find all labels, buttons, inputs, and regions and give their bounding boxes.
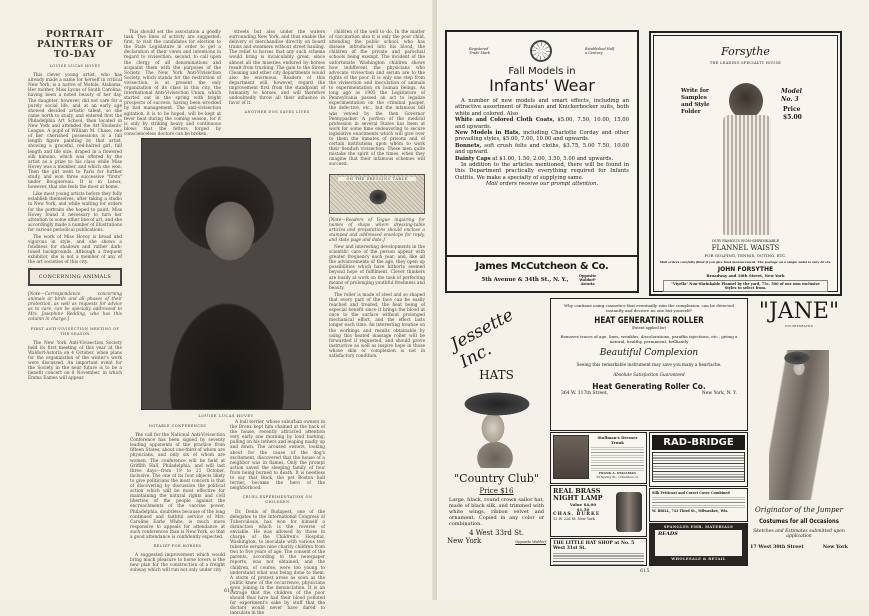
sketches-label: Sketches and Estimates submitted upon application — [750, 529, 848, 539]
notable-conferences-section — [130, 420, 225, 576]
trunk-illustration — [553, 435, 589, 479]
rad-bridge-text — [652, 452, 745, 482]
article-column-3 — [229, 30, 325, 120]
trunk-text — [591, 445, 644, 471]
ad-intro: A number of new models and smart effects, including an attractive assortment of Russian and Knickerbocker suits, both white and colored. Also — [455, 98, 629, 117]
beautiful-complexion: Beautiful Complexion — [557, 348, 741, 358]
company-name: James McCutcheon & Co. — [447, 261, 637, 272]
forsythe-ad — [649, 31, 842, 296]
right-page — [437, 0, 869, 600]
concerning-animals-section — [28, 292, 122, 384]
product-uses: FOR GOLFING, TENNIS, OUTING, ETC. — [659, 253, 832, 258]
opposite-note: Opposite Waldorf — [515, 540, 546, 544]
article-column-2 — [124, 30, 221, 139]
paragraph: New and interesting developments in the scientific care of the person appear with greater frequency each year, and, like all the advancements of the age, they open up possibilities which have hitherto seemed beyond hope of fulfilment. Clever thinkers are busily at work on the task of perfecting means of prolonging youthful freshness and beauty. — [329, 245, 425, 291]
item-label: New Models in Hats, — [455, 130, 520, 136]
dressing-table-vignette — [329, 174, 425, 214]
concerning-animals-heading: CONCERNING ANIMALS — [28, 268, 122, 286]
model-number: Model No. 3 — [781, 88, 811, 103]
article-column-3b — [230, 420, 325, 578]
paragraph: The roller is made of steel and so shaped that every part of the face can be easily reached and treated, the heat being of especial benefit since it brings the blood at once to the surface without prolonged mechanical effort, and the effect lasts longer each time. An interesting treatise on the workings and results obtainable by using this heated massage roller will be forwarded if requested, and should prove instructive as well as inspire hope in those whose skin or complexion is not in satisfactory condition. — [329, 293, 425, 359]
roller-desc: Removes traces of age, lines, wrinkles, discolorations, paraffin injections, etc., giving a natural, healthy, permanent, brilliantly — [557, 334, 741, 344]
mccutcheon-ad — [445, 30, 639, 293]
costumes-label: Costumes for all Occasions — [757, 518, 840, 525]
write-for-samples: Write for Samples and Style Folder — [681, 88, 715, 116]
hats-heading: HATS — [445, 368, 548, 382]
mail-orders: Mail orders receive our prompt attention. — [455, 181, 629, 187]
flannel-waist-illustration — [723, 115, 771, 235]
roller-intro: Why continue using cosmetics that eventually ruin the complexion, can be detected instantly and deceive no one but yourself? — [557, 303, 741, 313]
ad-item — [455, 117, 629, 130]
paragraph: streets but also under the waters surrounding New York, and thus enable the delivery of merchandise directly on board trains and steamers without street hauling. The relief to horses that any such scheme would bring is incalculably great, since almost all the miseries endured by horses result from trucking. The gain to the Street Cleaning and other city departments would also be enormous. Readers of this department will, however, regard the improvement first from the standpoint of humanity to horses, and will therefore undoubtedly throw all their influence in favor of it. — [229, 30, 325, 106]
item-label: Dainty Caps — [455, 156, 491, 162]
paragraph: A suggested improvement which would bring much pleasure to horse lovers is the new plan for the construction of a freight subway which will run not only under city — [130, 553, 225, 573]
brass-lamp-ad — [550, 485, 647, 537]
shop-city: New York — [447, 537, 481, 545]
ad-footer — [447, 255, 637, 291]
paragraph — [28, 73, 122, 190]
beads-label: BEADS — [655, 530, 742, 556]
opposite-note: Opposite Waldorf-Astoria — [573, 274, 603, 286]
portrait-photo — [141, 138, 311, 410]
editor-note: [Note—Readers of Vogue inquiring for names of shops where dressing-table articles and preparations should enclose a stamped and addressed envelope for reply, and state page and date.] — [329, 218, 425, 243]
roller-company: Heat Generating Roller Co. — [557, 382, 741, 391]
section-heading: NOTABLE CONFERENCES — [130, 424, 225, 429]
photo-caption: LOUISE LUCAS HOVEY — [141, 413, 311, 418]
company-address: 5th Avenue & 34th St., N. Y., — [481, 277, 568, 283]
trunk-title: Stallman's Dresser Trunk — [591, 435, 644, 445]
forsythe-details — [659, 238, 832, 294]
article-byline: LOUISE LUCAS HOVEY — [28, 64, 122, 69]
jumper-costume-illustration — [769, 350, 829, 500]
jane-city: New York — [823, 544, 848, 550]
vignette-label: ON THE DRESSING TABLE — [338, 177, 416, 181]
heat-roller-ad — [550, 298, 748, 431]
paragraph: This should set the association a goodly task. Two lines of activity are suggested; first, to visit the candidates for election to the State Legislature in order to get a declaration of their views and intentions in regard to vivisection; second, to call upon the clergy of all denominations and acquaint them with the purposes of the Society. The New York Anti-Vivisection Society, which stands for the restriction of vivisection, is at present the only organization of its class in this city, the International Anti-Vivisection Union, which started out in the spring with bright prospects of success, having been wrecked by bad management. The anti-vivisection agitation, it is to be hoped, will be kept at fever heat during the coming season, for it is only by striking heavy and continuous blows that the fetters forged by conscienceless doctors can be broken. — [124, 30, 221, 137]
wholesale-label: WHOLESALE & RETAIL — [651, 557, 746, 561]
article-column-4 — [329, 30, 425, 361]
jessette-ad — [445, 300, 548, 568]
paragraph: The call for the National Anti-Vivisection Conference has been signed by seventy leading opponents of the practice from fifteen States, about one-third of whom are physicians, and only six of whom are women. The conference will be held at Griffith Hall, Philadelphia, and will last three days—from 19 to 21 October, inclusive. The one of its four objects likely to give politicians the most concern is that of discovering by discussion the political action which will be most effective for maintaining the natural rights and civil liberties of the people against the encroachments of the vaccine power. Philadelphia, doubtless because of the long continued and faithful service of Mrs. Caroline Earle White, is much more responsive to appeals for attendance at such conferences than is New York, so that a good attendance is confidently expected. — [130, 433, 225, 540]
hat-shop-title: THE LITTLE HAT SHOP at No. 5 West 31st St. — [553, 541, 644, 551]
lamp-seller: CHAS. BURKE — [553, 512, 644, 517]
guarantee: Absolute Satisfaction Guaranteed — [557, 372, 741, 377]
petticoat-ad — [649, 488, 748, 522]
section-heading: CRUEL EXPERIMENTATION ON CHILDREN — [230, 495, 325, 505]
hat-illustration — [457, 386, 537, 468]
incorporated-label: INCORPORATED — [750, 324, 848, 328]
hat-description: Large, black, round crown sailor hat, made of black silk, and trimmed with white wings, ribbon velvet and ornament. Copied in any color or combination. — [445, 497, 548, 527]
lamp-address: 12 W. 22d St. New York — [553, 517, 644, 521]
petticoat-address: W. BRILL, 743 Third St., Milwaukee, Wis. — [652, 509, 745, 513]
hat-price: Price $16 — [445, 487, 548, 495]
jessette-logo: Jessette Inc. — [447, 292, 551, 373]
editor-note: [Note—Correspondence concerning animals or birds and all phases of their protection, as well as requests for advice as to care, can be specially addressed to Mrs. Josephine Redding, who has this column in charge.] — [28, 292, 122, 323]
roller-title: HEAT GENERATING ROLLER — [571, 316, 727, 326]
roller-city: New York, N. Y. — [702, 391, 737, 396]
originator-label: Originator of the Jumper — [750, 506, 848, 514]
ad-item — [455, 130, 629, 143]
price: Price $5.00 — [783, 106, 811, 121]
spangles-title: SPANGLES EMB. MATERIALS — [651, 525, 746, 529]
tagline: THE LEADING SPECIALTY HOUSE — [651, 61, 840, 65]
paragraph: A bull terrier, whose suburban owners in the Bronx kept him chained at the back of the house, recently attracted attention very early one morning by loud barking, pulling on his tethers and leaping madly up and down. The aroused owners, looking about for the cause of the dog's excitement, discovered that the house of a neighbor was in flames. Only the prompt action saved the sleeping family of four from being burned to death. It is needless to say that Buck, the pet Boston bull terrier, became the hero of the neighborhood. — [230, 420, 325, 491]
rad-bridge-ad — [649, 432, 748, 487]
mail-info: Mail orders carefully filled if you give bust measurement. The postage on a single waist is only 20 cts. — [659, 260, 832, 264]
paragraph: The New York Anti-Vivisection Society held its first meeting of this year at the Waldorf-Astoria on 4 October, when plans for the organization of the winter's work were discussed. An important event for the Society in the near future is to be a benefit concert on 8 November, in which Emma Eames will appear. — [28, 341, 122, 382]
viyella-note: "Viyella" Non-Shrinkable Flannel by the yard, 75c. 500 of our own exclusive Styles to select from. — [663, 280, 828, 292]
paragraph-text: This clever young artist, who has already made a name for herself in critical New York, is a native of Mobile, Alabama. Her mother, Miss Lyons of South Carolina, having been a noted beauty of her day. The daughter, however, did not care for a purely social life, and at an early age showed decided artistic talent, so she came north to study, and entered first the Philadelphia Art School, then located in New York and attended the Art Students' League. A pupil of William M. Chase, one of her cherished possessions is a full length figure painting by that artist, showing a graceful, red-haired girl, full length and life size, draped in a flowered silk kimono, which was offered by the artist as a prize to his class while Miss Hovey was a member, and which she won. Then the girl went to Paris for further study, and won three successive "firsts" under Bouguereau. It is in Lenox, however, that she feels the most at home. — [28, 73, 122, 190]
ad-closing: In addition to the articles mentioned, there will be found in this Department practically everything required for Infants Outfits. We make a specialty of supplying same. — [455, 162, 629, 181]
ad-title-1: Fall Models in — [449, 66, 635, 77]
lamp-value: Value $4.00 — [553, 502, 613, 507]
lamp-title: REAL BRASS NIGHT LAMP — [553, 488, 613, 502]
lamp-illustration — [616, 492, 642, 532]
ad-item — [455, 143, 629, 156]
left-page — [0, 0, 437, 600]
paragraph: children of the well to do. In the matter of vaccination also it is only the poor child, attending the public school, who has disease introduced into his blood, the children of the private and parochial schools being exempt. The incident of the unfortunate Washington children shows how indifferent the physicians who advocate vivisection and serum are to the rights of the poor. It is only one step from the vivisection and inoculation of animals to experimentation on human beings. As long ago as 1905 the Legislature of Pennsylvania passed an act to legalize experimentation on the criminal pauper, the defective, etc., but the infamous bill was vetoed by the then Governor Pennypacker. A portion of the medical profession in several States has been at work for some time endeavoring to secure legislative enactments which will give over to them the inmates of prisons and of certain institutions upon whom to work their fiendish vivisection. These men quite mistake the spirit of the times, when they imagine that their infamous schemes will succeed. — [329, 30, 425, 168]
petticoat-title: Silk Petticoat and Corset Cover Combined — [652, 491, 745, 495]
rad-bridge-logo: RAD-BRIDGE — [652, 435, 745, 450]
jane-street: 17 West 30th Street — [750, 544, 804, 550]
item-text: including Charlotte Corday and other prevailing styles, $5.00, 7.00, 10.00 and upwards. — [455, 130, 629, 142]
section-heading: FIRST ANTI-VIVISECTION MEETING OF THE SEASON — [28, 327, 122, 337]
forsythe-logo: Forsythe — [651, 45, 840, 58]
lamp-price: $1.50 — [553, 507, 613, 512]
product-name: FLANNEL WAISTS — [659, 244, 832, 252]
company-name: JOHN FORSYTHE — [659, 266, 832, 273]
famous-label: OUR FAMOUS NON-SHRINKABLE — [659, 238, 832, 243]
trademark-right: Established Half a Century — [585, 47, 615, 55]
item-text: at $1.00, 1.50, 2.00, 3.50, 5.00 and upwards. — [491, 156, 614, 162]
hat-name: "Country Club" — [445, 472, 548, 485]
paragraph: Like most young artists before they fully establish themselves, after taking a studio in New York, and while waiting for orders for the portraits she hoped to paint, Miss Hovey found it necessary to turn her attention to some other line of art, and she accordingly made a number of illustrations for various periodical publications. — [28, 192, 122, 233]
item-label: Bonnets, — [455, 143, 481, 149]
spinning-wheel-icon — [530, 40, 552, 62]
trademark-row — [449, 34, 635, 62]
woman-head-illustration — [729, 83, 763, 119]
section-heading: ANOTHER DOG SAVES LIVES — [229, 110, 325, 115]
trademark-left: Registered Trade Mark — [469, 47, 497, 55]
petticoat-text — [652, 495, 745, 509]
item-text: soft crush felts and cloths, $3.75, 5.00 7.50, 10.00 and upward. — [455, 143, 629, 155]
spangles-beads-ad — [649, 523, 748, 566]
article-column-1 — [28, 30, 122, 268]
section-heading: RELIEF FOR HORSES — [130, 544, 225, 549]
trunk-address: 35 Spring St., Columbus, O. — [591, 475, 644, 479]
little-hat-shop-ad — [550, 538, 647, 566]
page-number: 615 — [640, 568, 650, 574]
hat-shop-text — [553, 551, 644, 565]
trunk-name: FRANK A. STALLMAN — [591, 471, 644, 475]
jane-ad — [750, 300, 848, 568]
jane-logo: "JANE" — [750, 300, 848, 324]
roller-street: 364 W. 117th Street, — [561, 391, 608, 396]
shop-address: 4 West 33rd St. — [445, 529, 548, 537]
patent-note: (Patent applied for) — [557, 326, 741, 330]
roller-seeing: Seeing this remarkable instrument may save you many a heartache. — [557, 362, 741, 367]
article-title: PORTRAIT PAINTERS OF TO-DAY — [28, 30, 122, 60]
stallman-trunk-ad — [550, 432, 647, 484]
ad-title-2: Infants' Wear — [449, 77, 635, 95]
item-label: White and Colored Cloth Coats, — [455, 117, 554, 123]
company-address: Broadway and 18th Street, New York — [659, 273, 832, 278]
page-number: 614 — [224, 588, 234, 594]
item-text: $5.00, 7.50, 10.00, 15.00 and upwards. — [455, 117, 629, 129]
paragraph: Dr. Denis of Budapest, one of the delegates to the International Congress of Tuberculosis, has won for himself a distinction which is the reverse of enviable. He was allowed by those in charge of the Children's Hospital, Washington, to inoculate with various test tubercle serums nine charity children from two to five years of age. The consent of the parents, according to the newspaper reports, was not obtained, and the children, of course, were too young to understand what was being done to them. A storm of protest arose as soon as the public knew of the occurrence, physicians even joining in the denunciation. It is an outrage that the children of the poor should thus have had their blood polluted for experiment's sake by stuff that the doctors would never have dared to inoculate in the — [230, 510, 325, 616]
paragraph: The work of Miss Hovey is broad and vigorous in style, and she shows a fondness for shadows and rather dark-toned backgrounds. Although a frequent exhibitor, she is not a member of any of the art societies of this city. — [28, 235, 122, 266]
